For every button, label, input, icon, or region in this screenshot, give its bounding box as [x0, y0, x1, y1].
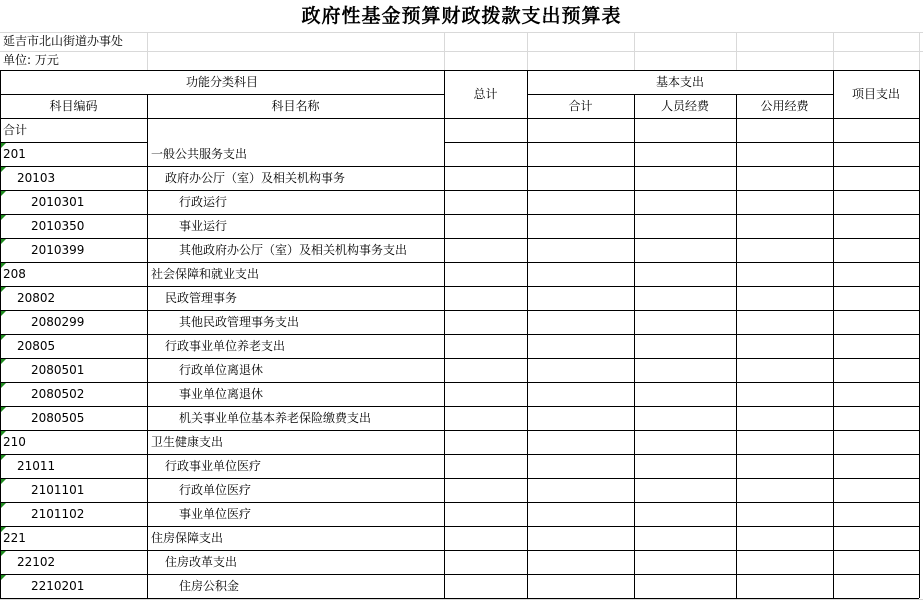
row-code: 221: [3, 531, 26, 545]
row-name: 机关事业单位基本养老保险缴费支出: [179, 411, 372, 425]
table-border: [444, 526, 919, 527]
row-name: 卫生健康支出: [151, 435, 224, 449]
cell-indicator-icon: [1, 311, 6, 316]
row-name: 社会保障和就业支出: [151, 267, 260, 281]
gridline: [0, 51, 923, 52]
table-border: [919, 70, 920, 598]
gridline: [919, 32, 920, 70]
cell-indicator-icon: [1, 575, 6, 580]
row-code: 20103: [17, 171, 56, 185]
row-name: 住房保障支出: [151, 531, 224, 545]
cell-indicator-icon: [1, 503, 6, 508]
table-border: [444, 550, 919, 551]
row-name: 行政运行: [179, 195, 228, 209]
row-code: 2010350: [31, 219, 85, 233]
cell-indicator-icon: [1, 359, 6, 364]
table-border: [444, 382, 919, 383]
cell-indicator-icon: [1, 167, 6, 172]
cell-indicator-icon: [1, 527, 6, 532]
row-name: 行政单位医疗: [179, 483, 252, 497]
cell-indicator-icon: [1, 143, 6, 148]
row-code: 2080505: [31, 411, 85, 425]
table-border: [444, 190, 919, 191]
cell-indicator-icon: [1, 455, 6, 460]
cell-indicator-icon: [1, 287, 6, 292]
gridline: [634, 32, 635, 70]
row-name: 事业单位医疗: [179, 507, 252, 521]
row-code: 2010301: [31, 195, 85, 209]
row-code: 2210201: [31, 579, 85, 593]
row-code: 2101101: [31, 483, 85, 497]
row-name: 事业运行: [179, 219, 228, 233]
table-border: [444, 430, 919, 431]
row-code: 20805: [17, 339, 56, 353]
row-name: 其他民政管理事务支出: [179, 315, 300, 329]
row-code: 210: [3, 435, 26, 449]
row-name: 其他政府办公厅（室）及相关机构事务支出: [179, 243, 408, 257]
table-border: [444, 334, 919, 335]
sheet-title: 政府性基金预算财政拨款支出预算表: [301, 5, 622, 27]
row-name: 事业单位离退休: [179, 387, 264, 401]
row-code: 208: [3, 267, 26, 281]
table-border: [147, 94, 148, 598]
cell-indicator-icon: [1, 263, 6, 268]
gridline: [0, 32, 923, 33]
row-code: 201: [3, 147, 26, 161]
row-name: 行政事业单位养老支出: [165, 339, 286, 353]
table-border: [444, 214, 919, 215]
header-code: 科目编码: [49, 99, 98, 113]
table-border: [444, 454, 919, 455]
gridline: [147, 32, 148, 70]
row-code: 22102: [17, 555, 56, 569]
table-border: [527, 70, 528, 598]
gridline: [444, 32, 445, 70]
row-code: 2101102: [31, 507, 85, 521]
table-border: [444, 286, 919, 287]
table-border: [444, 262, 919, 263]
table-border: [444, 502, 919, 503]
cell-indicator-icon: [1, 383, 6, 388]
gridline: [736, 32, 737, 70]
gridline: [527, 32, 528, 70]
header-personnel: 人员经费: [660, 99, 709, 113]
cell-indicator-icon: [1, 191, 6, 196]
table-border: [0, 70, 1, 598]
table-border: [444, 142, 919, 143]
table-border: [444, 166, 919, 167]
unit-label: 单位: 万元: [3, 53, 59, 67]
cell-indicator-icon: [1, 431, 6, 436]
header-basic: 基本支出: [655, 75, 704, 89]
row-name: 一般公共服务支出: [151, 147, 248, 161]
header-public: 公用经费: [760, 99, 809, 113]
header-basic-sum: 合计: [568, 99, 593, 113]
table-border: [634, 94, 635, 598]
row-name: 政府办公厅（室）及相关机构事务: [165, 171, 346, 185]
row-name: 民政管理事务: [165, 291, 238, 305]
row-code: 2080502: [31, 387, 85, 401]
header-project: 项目支出: [851, 87, 900, 101]
table-border: [444, 358, 919, 359]
table-border: [833, 70, 834, 598]
cell-indicator-icon: [1, 407, 6, 412]
table-border: [444, 310, 919, 311]
table-border: [444, 238, 919, 239]
row-code: 合计: [3, 123, 28, 137]
row-code: 2010399: [31, 243, 85, 257]
table-border: [444, 406, 919, 407]
row-name: 住房公积金: [179, 579, 240, 593]
header-func-group: 功能分类科目: [185, 75, 258, 89]
cell-indicator-icon: [1, 479, 6, 484]
org-name: 延吉市北山街道办事处: [3, 34, 124, 48]
row-code: 20802: [17, 291, 56, 305]
table-border: [444, 478, 919, 479]
row-name: 行政单位离退休: [179, 363, 264, 377]
table-border: [0, 118, 919, 119]
row-code: 2080299: [31, 315, 85, 329]
cell-indicator-icon: [1, 335, 6, 340]
gridline: [833, 32, 834, 70]
row-name: 行政事业单位医疗: [165, 459, 262, 473]
table-border: [444, 574, 919, 575]
row-name: 住房改革支出: [165, 555, 238, 569]
gridline: [0, 599, 923, 600]
row-code: 21011: [17, 459, 56, 473]
header-name: 科目名称: [271, 99, 320, 113]
header-total: 总计: [473, 87, 498, 101]
cell-indicator-icon: [1, 551, 6, 556]
table-border: [736, 94, 737, 598]
cell-indicator-icon: [1, 239, 6, 244]
cell-indicator-icon: [1, 215, 6, 220]
row-code: 2080501: [31, 363, 85, 377]
table-border: [444, 70, 445, 598]
